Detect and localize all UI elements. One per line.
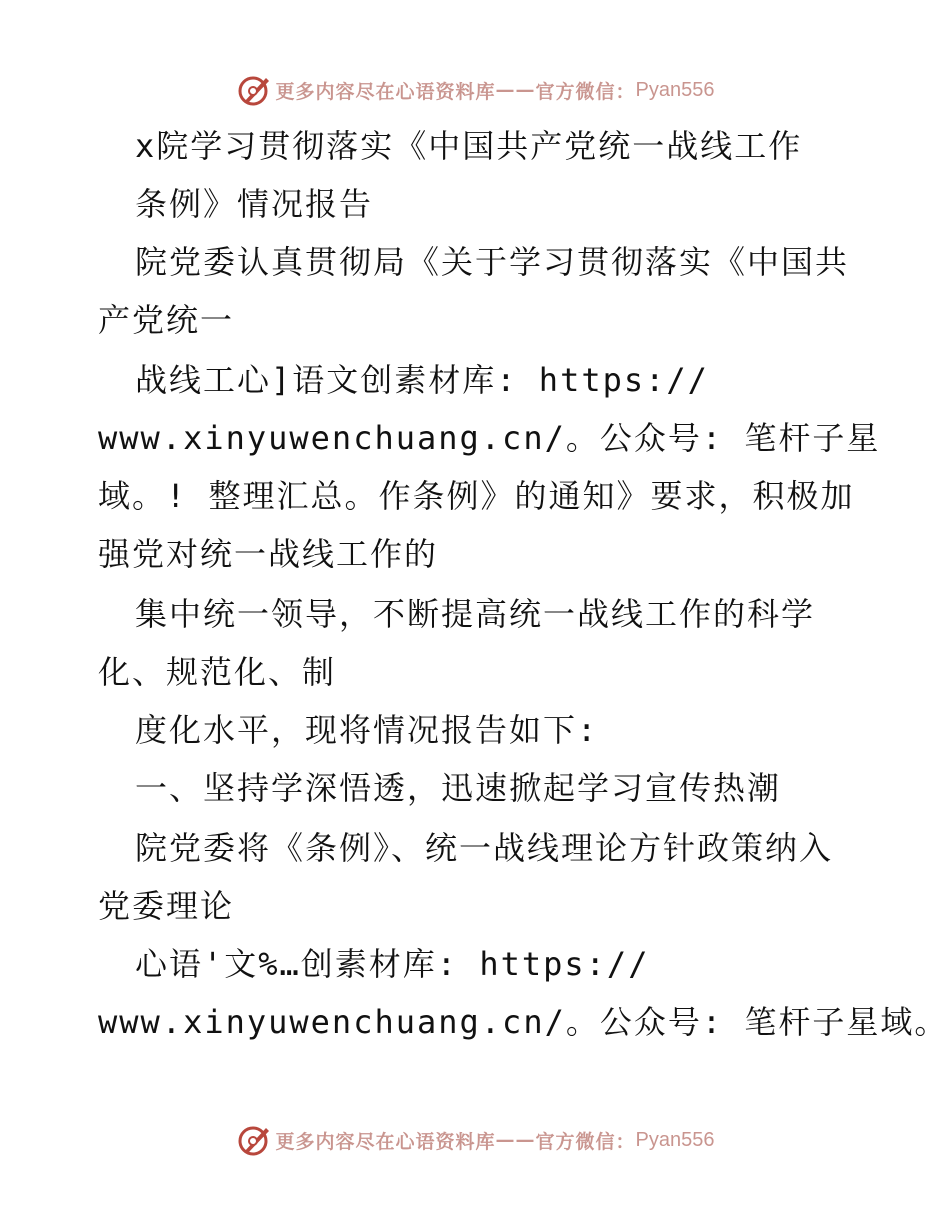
title-line-2: 条例》情况报告 (135, 185, 374, 223)
title-line-1: x院学习贯彻落实《中国共产党统一战线工作 (135, 127, 803, 165)
footer-banner (0, 1120, 950, 1160)
body-line: 强党对统一战线工作的 (98, 535, 439, 573)
section-heading: 一、坚持学深悟透，迅速掀起学习宣传热潮 (135, 769, 782, 807)
body-line: 党委理论 (98, 887, 235, 925)
body-line: 院党委将《条例》、统一战线理论方针政策纳入 (135, 829, 834, 867)
body-line: 产党统一 (98, 301, 235, 339)
body-line: www.xinyuwenchuang.cn/。公众号: 笔杆子星域。 (98, 1003, 949, 1041)
body-line: 域。! 整理汇总。作条例》的通知》要求，积极加 (98, 477, 855, 515)
body-line: www.xinyuwenchuang.cn/。公众号: 笔杆子星 (98, 419, 881, 457)
body-line: 战线工心]语文创素材库: https:// (135, 361, 709, 399)
banner-handle: Pyan556 (635, 1128, 715, 1151)
quill-logo-icon (236, 1122, 272, 1158)
body-line: 度化水平，现将情况报告如下: (135, 711, 599, 749)
body-line: 化、规范化、制 (98, 653, 337, 691)
body-line: 心语'文%…创素材库: https:// (135, 945, 650, 983)
body-line: 院党委认真贯彻局《关于学习贯彻落实《中国共 (135, 243, 850, 281)
banner-handle: Pyan556 (635, 78, 715, 101)
banner-wechat-label: 官方微信： (535, 80, 636, 103)
banner-brand: 更多内容尽在心语资料库 (275, 1130, 496, 1153)
banner-brand: 更多内容尽在心语资料库 (275, 80, 496, 103)
banner-dash: —— (495, 1129, 536, 1151)
banner-dash: —— (495, 79, 536, 101)
body-line: 集中统一领导，不断提高统一战线工作的科学 (135, 595, 816, 633)
banner-wechat-label: 官方微信： (535, 1130, 636, 1153)
